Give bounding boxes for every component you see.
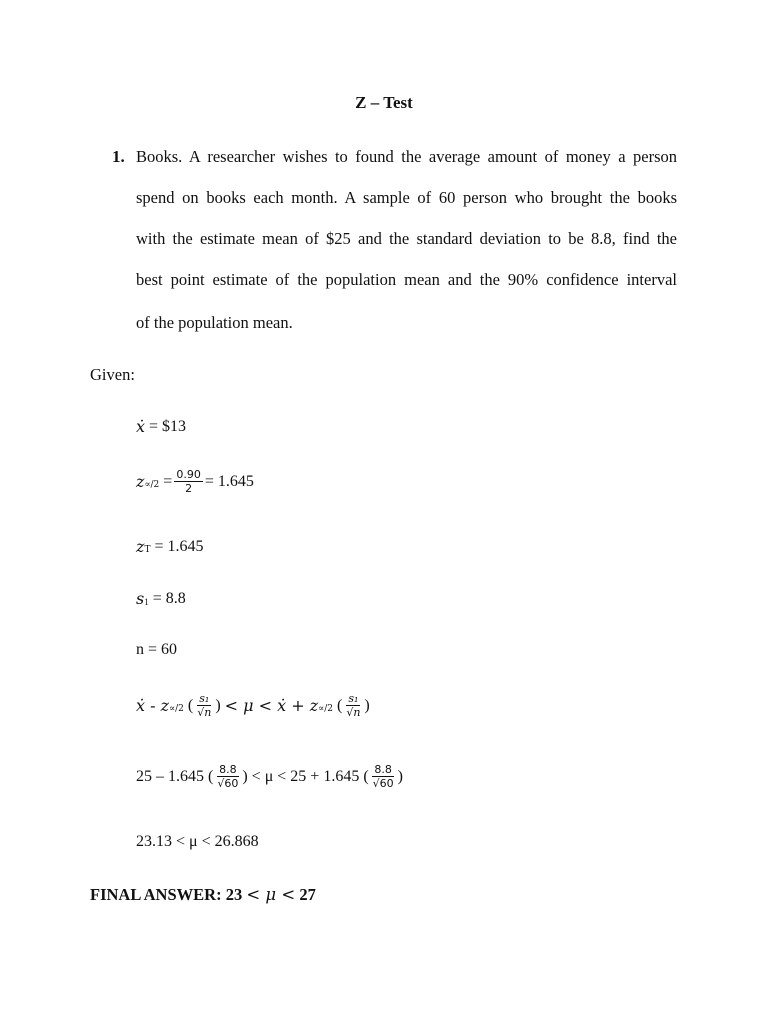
formula-mid: < μ < ẋ + z [224,696,319,715]
given-n [136,641,177,659]
zt-value: = 1.645 [154,537,204,555]
formula-fraction [195,692,213,719]
final-mid: < μ < [246,885,296,904]
formula-denominator-2: √n [346,706,361,719]
given-zalpha [136,468,254,495]
zalpha-value: = 1.645 [204,472,254,490]
final-upper: 27 [299,885,316,904]
substitution-denominator: √60 [217,777,239,790]
zalpha-eq: = [163,472,173,490]
zalpha-numerator: 0.90 [176,468,201,481]
final-answer [90,885,316,905]
substitution-left: 25 – 1.645 [136,767,204,785]
s1-value: = 8.8 [152,589,186,607]
ci-result [136,833,259,851]
ci-substitution: 25 – 1.645 ( $\frac{8.8}{√60}$ ) < μ < 25 + 1.645 ( $\frac{8.8}{√60}$ ) [136,763,403,790]
zt-sub: T [144,544,151,555]
given-zt [136,537,203,556]
question-line-5: of the population mean. [136,313,293,332]
given-xbar [136,417,186,436]
question-line-2: spend on books each month. A sample of 60 person who brought the books [136,188,677,207]
substitution-fraction-2 [371,763,396,790]
zalpha-sub: ∝/2 [144,479,160,490]
formula-sub2: ∝/2 [318,703,333,714]
substitution-numerator: 8.8 [219,763,237,776]
page-title: Z – Test [355,93,413,112]
substitution-numerator-2: 8.8 [374,763,392,776]
substitution-denominator-2: √60 [372,777,394,790]
s1-symbol: s [136,589,145,608]
substitution-mid: < μ < 25 + 1.645 [251,767,360,785]
xbar-symbol: ẋ [136,417,146,436]
result-text: 23.13 < μ < 26.868 [136,833,259,850]
question-number: 1. [112,147,125,166]
zalpha-fraction [174,468,203,495]
formula-fraction-2 [344,692,362,719]
substitution-fraction [215,763,240,790]
formula-lhs: ẋ - z [136,696,170,715]
xbar-value: = $13 [149,417,187,435]
given-label: Given: [90,365,135,384]
formula-numerator: s₁ [199,692,210,705]
ci-formula: ẋ - z ∝/2 ( $\frac{\text{s₁}}{√n}$ ) < μ < ẋ + z ∝/2 ( $\frac{\text{s₁}}{√n}$ ) [136,692,370,719]
formula-numerator-2: s₁ [348,692,359,705]
question-line-4: best point estimate of the population mean and the 90% confidence interval [136,270,677,289]
question-line-3: with the estimate mean of $25 and the standard deviation to be 8.8, find the [136,229,677,248]
final-lower: 23 [225,885,243,904]
zalpha-symbol: z [136,472,145,491]
question-line-1: Books. A researcher wishes to found the average amount of money a person [136,147,677,166]
n-value: n = 60 [136,641,178,658]
formula-denominator: √n [197,706,212,719]
s1-sub: 1 [144,596,149,607]
given-s1 [136,589,186,608]
formula-sub: ∝/2 [169,703,184,714]
zalpha-denominator: 2 [185,482,193,495]
final-label: FINAL ANSWER: [90,885,222,904]
zt-symbol: z [136,537,145,556]
